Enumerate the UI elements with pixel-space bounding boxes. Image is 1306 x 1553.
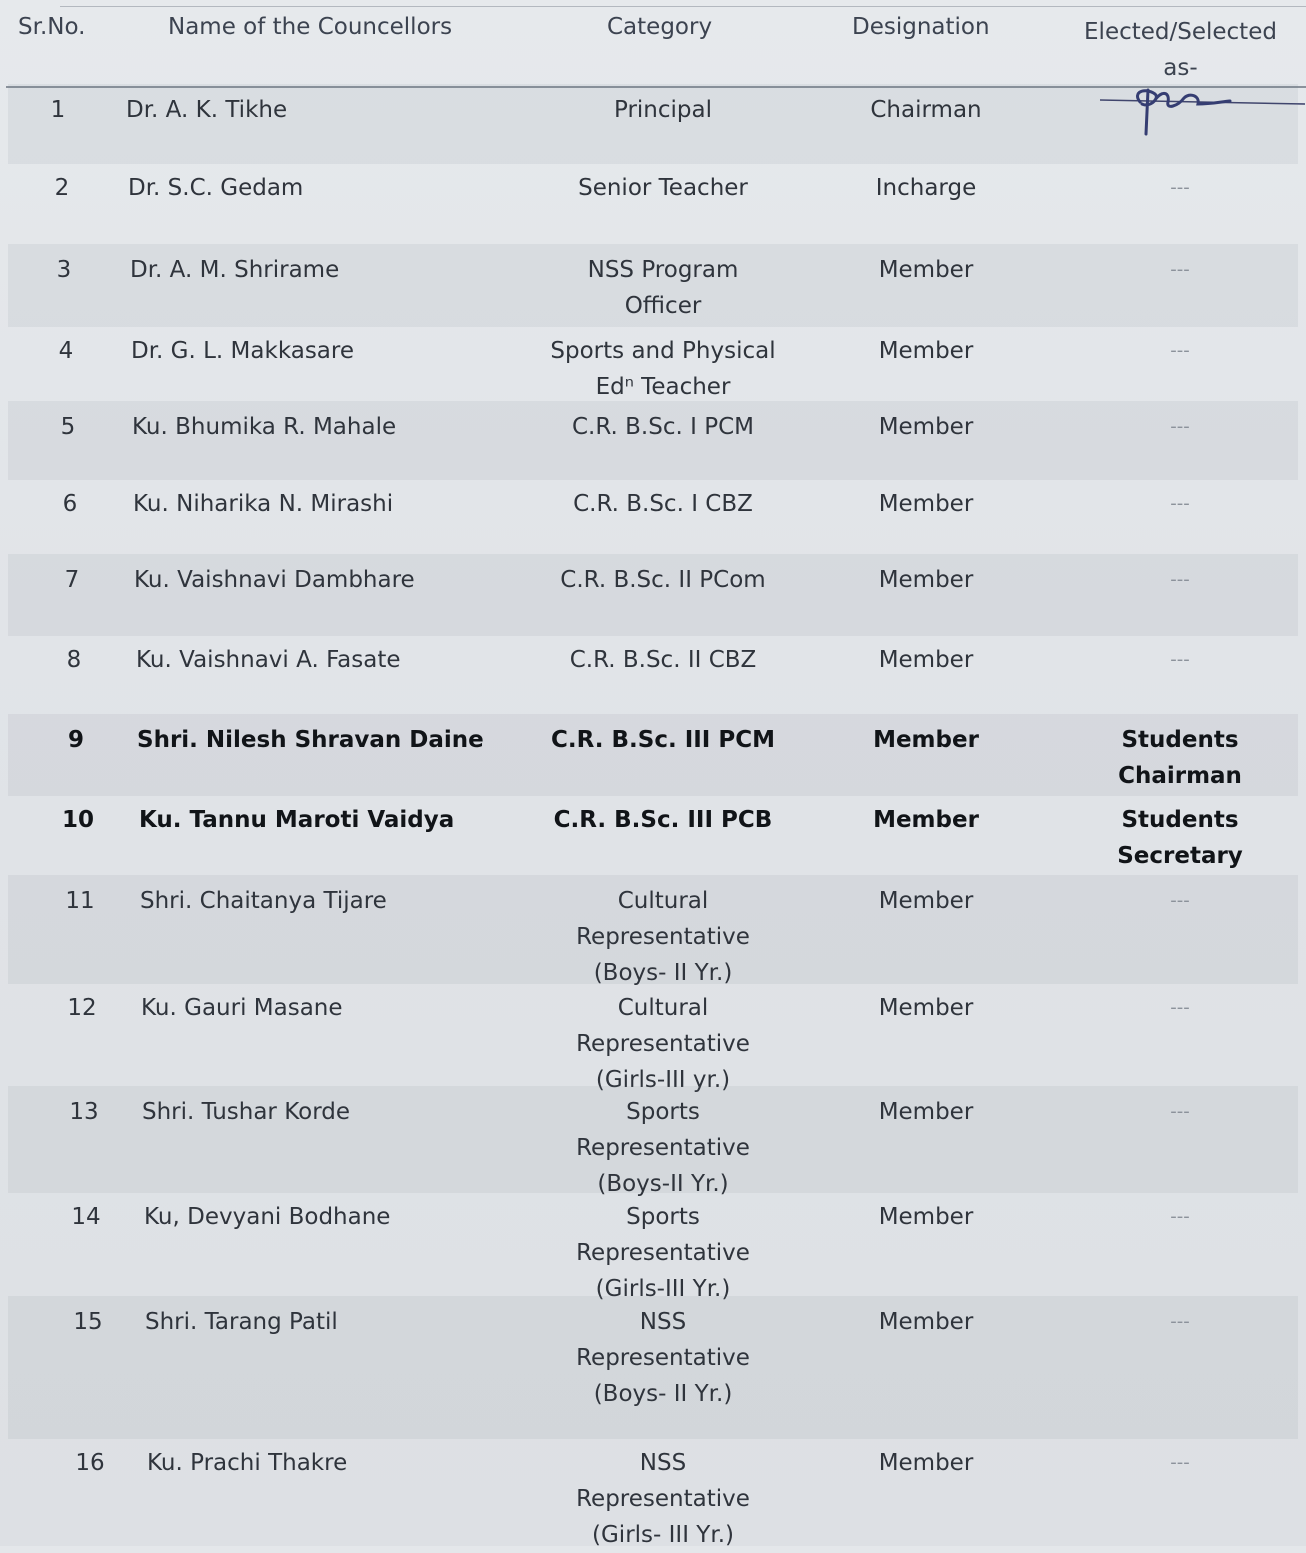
- header-sr-no: Sr.No.: [18, 14, 86, 40]
- elected-selected-cell: [1080, 252, 1280, 288]
- category-cell: [528, 562, 798, 598]
- category-cell: [528, 990, 798, 1098]
- category-cell: [528, 722, 798, 758]
- table-row: [0, 1094, 1306, 1199]
- sr-no-cell: 9: [67, 727, 84, 753]
- sr-no-cell: 12: [67, 995, 97, 1021]
- table-row: [0, 1445, 1306, 1548]
- designation-cell: Member: [878, 888, 974, 914]
- category-cell: [528, 170, 798, 206]
- category-line: Representative: [576, 1135, 750, 1161]
- category-cell: [528, 883, 798, 991]
- empty-dash: ---: [1170, 997, 1190, 1018]
- empty-dash: ---: [1170, 493, 1190, 514]
- councellor-name-cell: Ku. Tannu Maroti Vaidya: [139, 807, 455, 833]
- empty-dash: ---: [1170, 1311, 1190, 1332]
- table-row: [0, 722, 1306, 802]
- category-cell: [528, 333, 798, 405]
- table-row: [0, 990, 1306, 1094]
- category-line: Officer: [624, 293, 702, 319]
- category-line: Sports: [626, 1099, 700, 1125]
- councellor-name-cell: Ku. Vaishnavi A. Fasate: [136, 647, 401, 673]
- top-rule: [60, 6, 1306, 7]
- elected-selected-cell: [1080, 409, 1280, 445]
- category-line: NSS: [639, 1450, 687, 1476]
- category-cell: [528, 802, 798, 838]
- category-line: C.R. B.Sc. III PCM: [550, 727, 775, 753]
- designation-cell: Member: [878, 1450, 974, 1476]
- sr-no-cell: 11: [65, 888, 95, 914]
- empty-dash: ---: [1170, 890, 1190, 911]
- sr-no-cell: 5: [60, 414, 76, 440]
- category-cell: [528, 252, 798, 324]
- category-cell: [528, 92, 798, 128]
- header-designation: Designation: [852, 14, 990, 40]
- sr-no-cell: 1: [50, 97, 66, 123]
- designation-cell: Member: [878, 995, 974, 1021]
- category-line: Cultural: [617, 995, 709, 1021]
- designation-cell: Member: [878, 257, 974, 283]
- category-line: NSS Program: [587, 257, 739, 283]
- designation-cell: Member: [873, 727, 979, 753]
- elected-selected-cell: [1080, 170, 1280, 206]
- category-line: Representative: [576, 1345, 750, 1371]
- table-row: [0, 883, 1306, 990]
- category-line: (Girls-III Yr.): [595, 1276, 731, 1302]
- councellor-name-cell: Shri. Chaitanya Tijare: [140, 888, 387, 914]
- designation-cell: Member: [878, 567, 974, 593]
- sr-no-cell: 16: [75, 1450, 105, 1476]
- category-line: Principal: [613, 97, 712, 123]
- elected-line: Students: [1121, 807, 1239, 833]
- category-line: (Boys-II Yr.): [597, 1171, 729, 1197]
- category-line: Cultural: [617, 888, 709, 914]
- designation-cell: Member: [873, 807, 979, 833]
- councellor-name-cell: Shri. Tushar Korde: [142, 1099, 351, 1125]
- elected-line: Students: [1121, 727, 1239, 753]
- sr-no-cell: 13: [69, 1099, 99, 1125]
- elected-selected-cell: [1080, 486, 1280, 522]
- sr-no-cell: 4: [58, 338, 74, 364]
- elected-selected-cell: [1080, 722, 1280, 794]
- sr-no-cell: 2: [54, 175, 70, 201]
- empty-dash: ---: [1170, 569, 1190, 590]
- category-line: C.R. B.Sc. I CBZ: [573, 491, 753, 517]
- category-cell: [528, 1199, 798, 1307]
- empty-dash: ---: [1170, 1101, 1190, 1122]
- empty-dash: ---: [1170, 649, 1190, 670]
- category-line: Senior Teacher: [578, 175, 748, 201]
- empty-dash: ---: [1170, 1452, 1190, 1473]
- empty-dash: ---: [1170, 177, 1190, 198]
- table-row: [0, 486, 1306, 562]
- councellor-name-cell: Shri. Tarang Patil: [145, 1309, 338, 1335]
- councellor-name-cell: Dr. S.C. Gedam: [128, 175, 304, 201]
- designation-cell: Member: [878, 1099, 974, 1125]
- councellor-name-cell: Ku. Niharika N. Mirashi: [133, 491, 394, 517]
- designation-cell: Member: [878, 647, 974, 673]
- header-name: Name of the Councellors: [168, 14, 453, 40]
- elected-selected-cell: [1080, 1445, 1280, 1481]
- designation-cell: Chairman: [870, 97, 982, 123]
- category-line: (Girls- III Yr.): [592, 1522, 734, 1548]
- table-row: [0, 1304, 1306, 1445]
- designation-cell: Member: [878, 338, 974, 364]
- elected-selected-cell: [1080, 990, 1280, 1026]
- table-row: [0, 642, 1306, 722]
- designation-cell: Member: [878, 1204, 974, 1230]
- sr-no-cell: 7: [64, 567, 80, 593]
- councellor-name-cell: Ku. Vaishnavi Dambhare: [134, 567, 415, 593]
- category-line: Representative: [576, 1486, 750, 1512]
- elected-line: Secretary: [1117, 843, 1243, 869]
- councellor-name-cell: Ku. Bhumika R. Mahale: [132, 414, 397, 440]
- elected-selected-cell: [1080, 1199, 1280, 1235]
- empty-dash: ---: [1170, 416, 1190, 437]
- category-line: C.R. B.Sc. I PCM: [572, 414, 754, 440]
- sr-no-cell: 10: [61, 807, 94, 833]
- designation-cell: Member: [878, 491, 974, 517]
- table-row: [0, 1199, 1306, 1304]
- sr-no-cell: 8: [66, 647, 82, 673]
- category-line: C.R. B.Sc. II CBZ: [569, 647, 757, 673]
- category-line: Edⁿ Teacher: [595, 374, 731, 400]
- elected-selected-cell: [1080, 1094, 1280, 1130]
- category-line: (Boys- II Yr.): [593, 960, 733, 986]
- category-line: (Boys- II Yr.): [593, 1381, 733, 1407]
- header-elected-selected-line1: Elected/Selected: [1084, 19, 1277, 45]
- empty-dash: ---: [1170, 1206, 1190, 1227]
- category-line: Representative: [576, 1240, 750, 1266]
- category-cell: [528, 1445, 798, 1553]
- sr-no-cell: 3: [56, 257, 72, 283]
- empty-dash: ---: [1170, 259, 1190, 280]
- elected-selected-cell: [1080, 642, 1280, 678]
- category-cell: [528, 1304, 798, 1412]
- category-line: C.R. B.Sc. III PCB: [553, 807, 773, 833]
- designation-cell: Incharge: [875, 175, 977, 201]
- councellor-name-cell: Dr. A. K. Tikhe: [126, 97, 288, 123]
- category-cell: [528, 409, 798, 445]
- category-cell: [528, 642, 798, 678]
- sr-no-cell: 6: [62, 491, 78, 517]
- elected-selected-cell: [1080, 562, 1280, 598]
- councellor-name-cell: Shri. Nilesh Shravan Daine: [137, 727, 484, 753]
- elected-selected-cell: [1080, 1304, 1280, 1340]
- category-line: Sports and Physical: [550, 338, 776, 364]
- empty-dash: ---: [1170, 340, 1190, 361]
- elected-line: Chairman: [1118, 763, 1242, 789]
- category-cell: [528, 1094, 798, 1202]
- category-line: C.R. B.Sc. II PCom: [560, 567, 766, 593]
- designation-cell: Member: [878, 414, 974, 440]
- elected-selected-cell: [1080, 333, 1280, 369]
- table-row: [0, 252, 1306, 333]
- councellor-name-cell: Ku, Devyani Bodhane: [144, 1204, 391, 1230]
- designation-cell: Member: [878, 1309, 974, 1335]
- table-row: [0, 562, 1306, 642]
- councellor-name-cell: Dr. A. M. Shrirame: [130, 257, 340, 283]
- category-line: Sports: [626, 1204, 700, 1230]
- councellor-name-cell: Ku. Prachi Thakre: [147, 1450, 348, 1476]
- sr-no-cell: 14: [71, 1204, 101, 1230]
- header-elected-selected-line2: as-: [1163, 55, 1198, 81]
- table-row: [0, 333, 1306, 409]
- header-category: Category: [607, 14, 713, 40]
- table-row: [0, 409, 1306, 486]
- category-line: Representative: [576, 1031, 750, 1057]
- councellor-name-cell: Dr. G. L. Makkasare: [131, 338, 355, 364]
- category-line: Representative: [576, 924, 750, 950]
- table-row: [0, 92, 1306, 170]
- sr-no-cell: 15: [73, 1309, 103, 1335]
- table-row: [0, 802, 1306, 883]
- elected-selected-cell: [1080, 883, 1280, 919]
- category-line: (Girls-III yr.): [595, 1067, 731, 1093]
- category-cell: [528, 486, 798, 522]
- table-row: [0, 170, 1306, 252]
- councellor-name-cell: Ku. Gauri Masane: [141, 995, 343, 1021]
- header-elected-selected: [1078, 14, 1283, 86]
- category-line: NSS: [639, 1309, 687, 1335]
- elected-selected-cell: [1080, 802, 1280, 874]
